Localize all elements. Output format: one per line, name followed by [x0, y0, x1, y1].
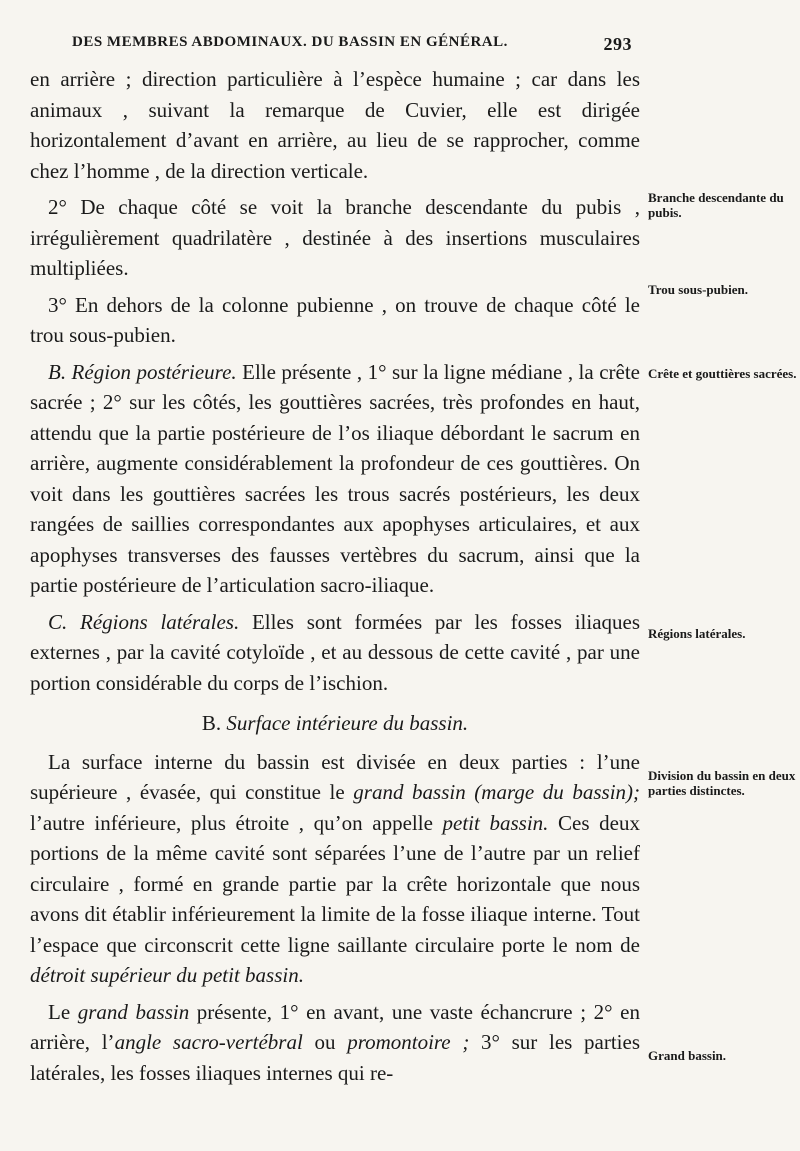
paragraph-5-text: Elles sont formées par les fosses iliaques externes , par la cavité cotyloïde , et au dessous de cette cavité , par une portion considérable du corps de l’ischion. [30, 609, 641, 695]
margin-note-division: Division du bassin en deux parties distinctes. [648, 768, 796, 798]
margin-note-crete: Crête et gouttières sacrées. [648, 366, 797, 381]
section-subheading [30, 708, 640, 739]
main-text-column [30, 64, 640, 1094]
p7-italic-angle: angle sacro-vertébral [114, 1030, 303, 1054]
p7-italic-grand-bassin: grand bassin [77, 999, 190, 1024]
subheading-title: Surface intérieure du bassin. [226, 711, 469, 735]
p6-text-c: Ces deux portions de la même cavité sont séparées l’une de l’autre par un relief circulaire , formé en grande partie par la crête horizontale que nous avons dit établir inférieurement la limite de la fosse iliaque interne. Tout l’espace que circonscrit cette ligne saillante circulaire porte le nom de [30, 810, 640, 957]
running-header [72, 34, 632, 55]
p7-text-a: Le [48, 999, 78, 1024]
section-label-laterales: C. Régions latérales. [48, 609, 240, 634]
section-label-posterieure: B. Région postérieure. [48, 359, 237, 384]
margin-note-branche: Branche descendante du pubis. [648, 190, 784, 220]
subheading-number: B. [201, 711, 222, 735]
paragraph-3: 3° En dehors de la colonne pubienne , on trouve de chaque côté le trou sous-pubien. [30, 292, 640, 347]
paragraph-region-posterieure [30, 357, 640, 601]
p6-italic-detroit: détroit supérieur du petit bassin. [30, 963, 304, 987]
margin-note-grand-bassin: Grand bassin. [648, 1048, 727, 1063]
p6-italic-grand-bassin: grand bassin (marge du bassin); [353, 780, 641, 804]
paragraph-regions-laterales [30, 607, 640, 699]
p7-text-d: 3° sur les parties latérales, les fosses iliaques internes qui re- [30, 1030, 641, 1085]
paragraph-4-text: Elle présente , 1° sur la ligne médiane , la crête sacrée ; 2° sur les côtés, les gouttières sacrées, très profondes en haut, attendu que la partie postérieure de l’os iliaque débordant le sacrum en arrière, augmente considérablement la profondeur de ces gouttières. On voit dans les gouttières sacrées les trous sacrés postérieurs, les deux rangées de saillies correspondantes aux apophyses articulaires, et aux apophyses transverses des fausses vertèbres du sacrum, ainsi que la partie postérieure de l’articulation sacro-iliaque. [30, 359, 640, 597]
paragraph-7 [30, 997, 640, 1089]
p7-text-c: ou [302, 1030, 348, 1054]
page-number: 293 [603, 34, 632, 54]
p6-text-b: l’autre inférieure, plus étroite , qu’on appelle [30, 810, 443, 835]
running-title: DES MEMBRES ABDOMINAUX. DU BASSIN EN GÉNÉRAL. [72, 34, 508, 50]
p6-italic-petit-bassin: petit bassin. [442, 810, 549, 835]
p7-italic-promontoire: promontoire ; [347, 1030, 470, 1054]
p6-text-a: La surface interne du bassin est divisée en deux parties : l’une supérieure , évasée, qui constitue le [30, 749, 640, 804]
p7-text-b: présente, 1° en avant, une vaste échancrure ; 2° en arrière, l’ [30, 999, 640, 1054]
paragraph-1: en arrière ; direction particulière à l’espèce humaine ; car dans les animaux , suivant la remarque de Cuvier, elle est dirigée horizontalement d’avant en arrière, au lieu de se rapprocher, comme chez l’homme , de la direction verticale. [30, 67, 640, 183]
paragraph-2: 2° De chaque côté se voit la branche descendante du pubis , irrégulièrement quadrilatère , destinée à des insertions musculaires multipliées. [30, 195, 640, 280]
margin-note-trou: Trou sous-pubien. [648, 282, 748, 297]
margin-note-regions: Régions latérales. [648, 626, 746, 641]
paragraph-6 [30, 747, 640, 991]
